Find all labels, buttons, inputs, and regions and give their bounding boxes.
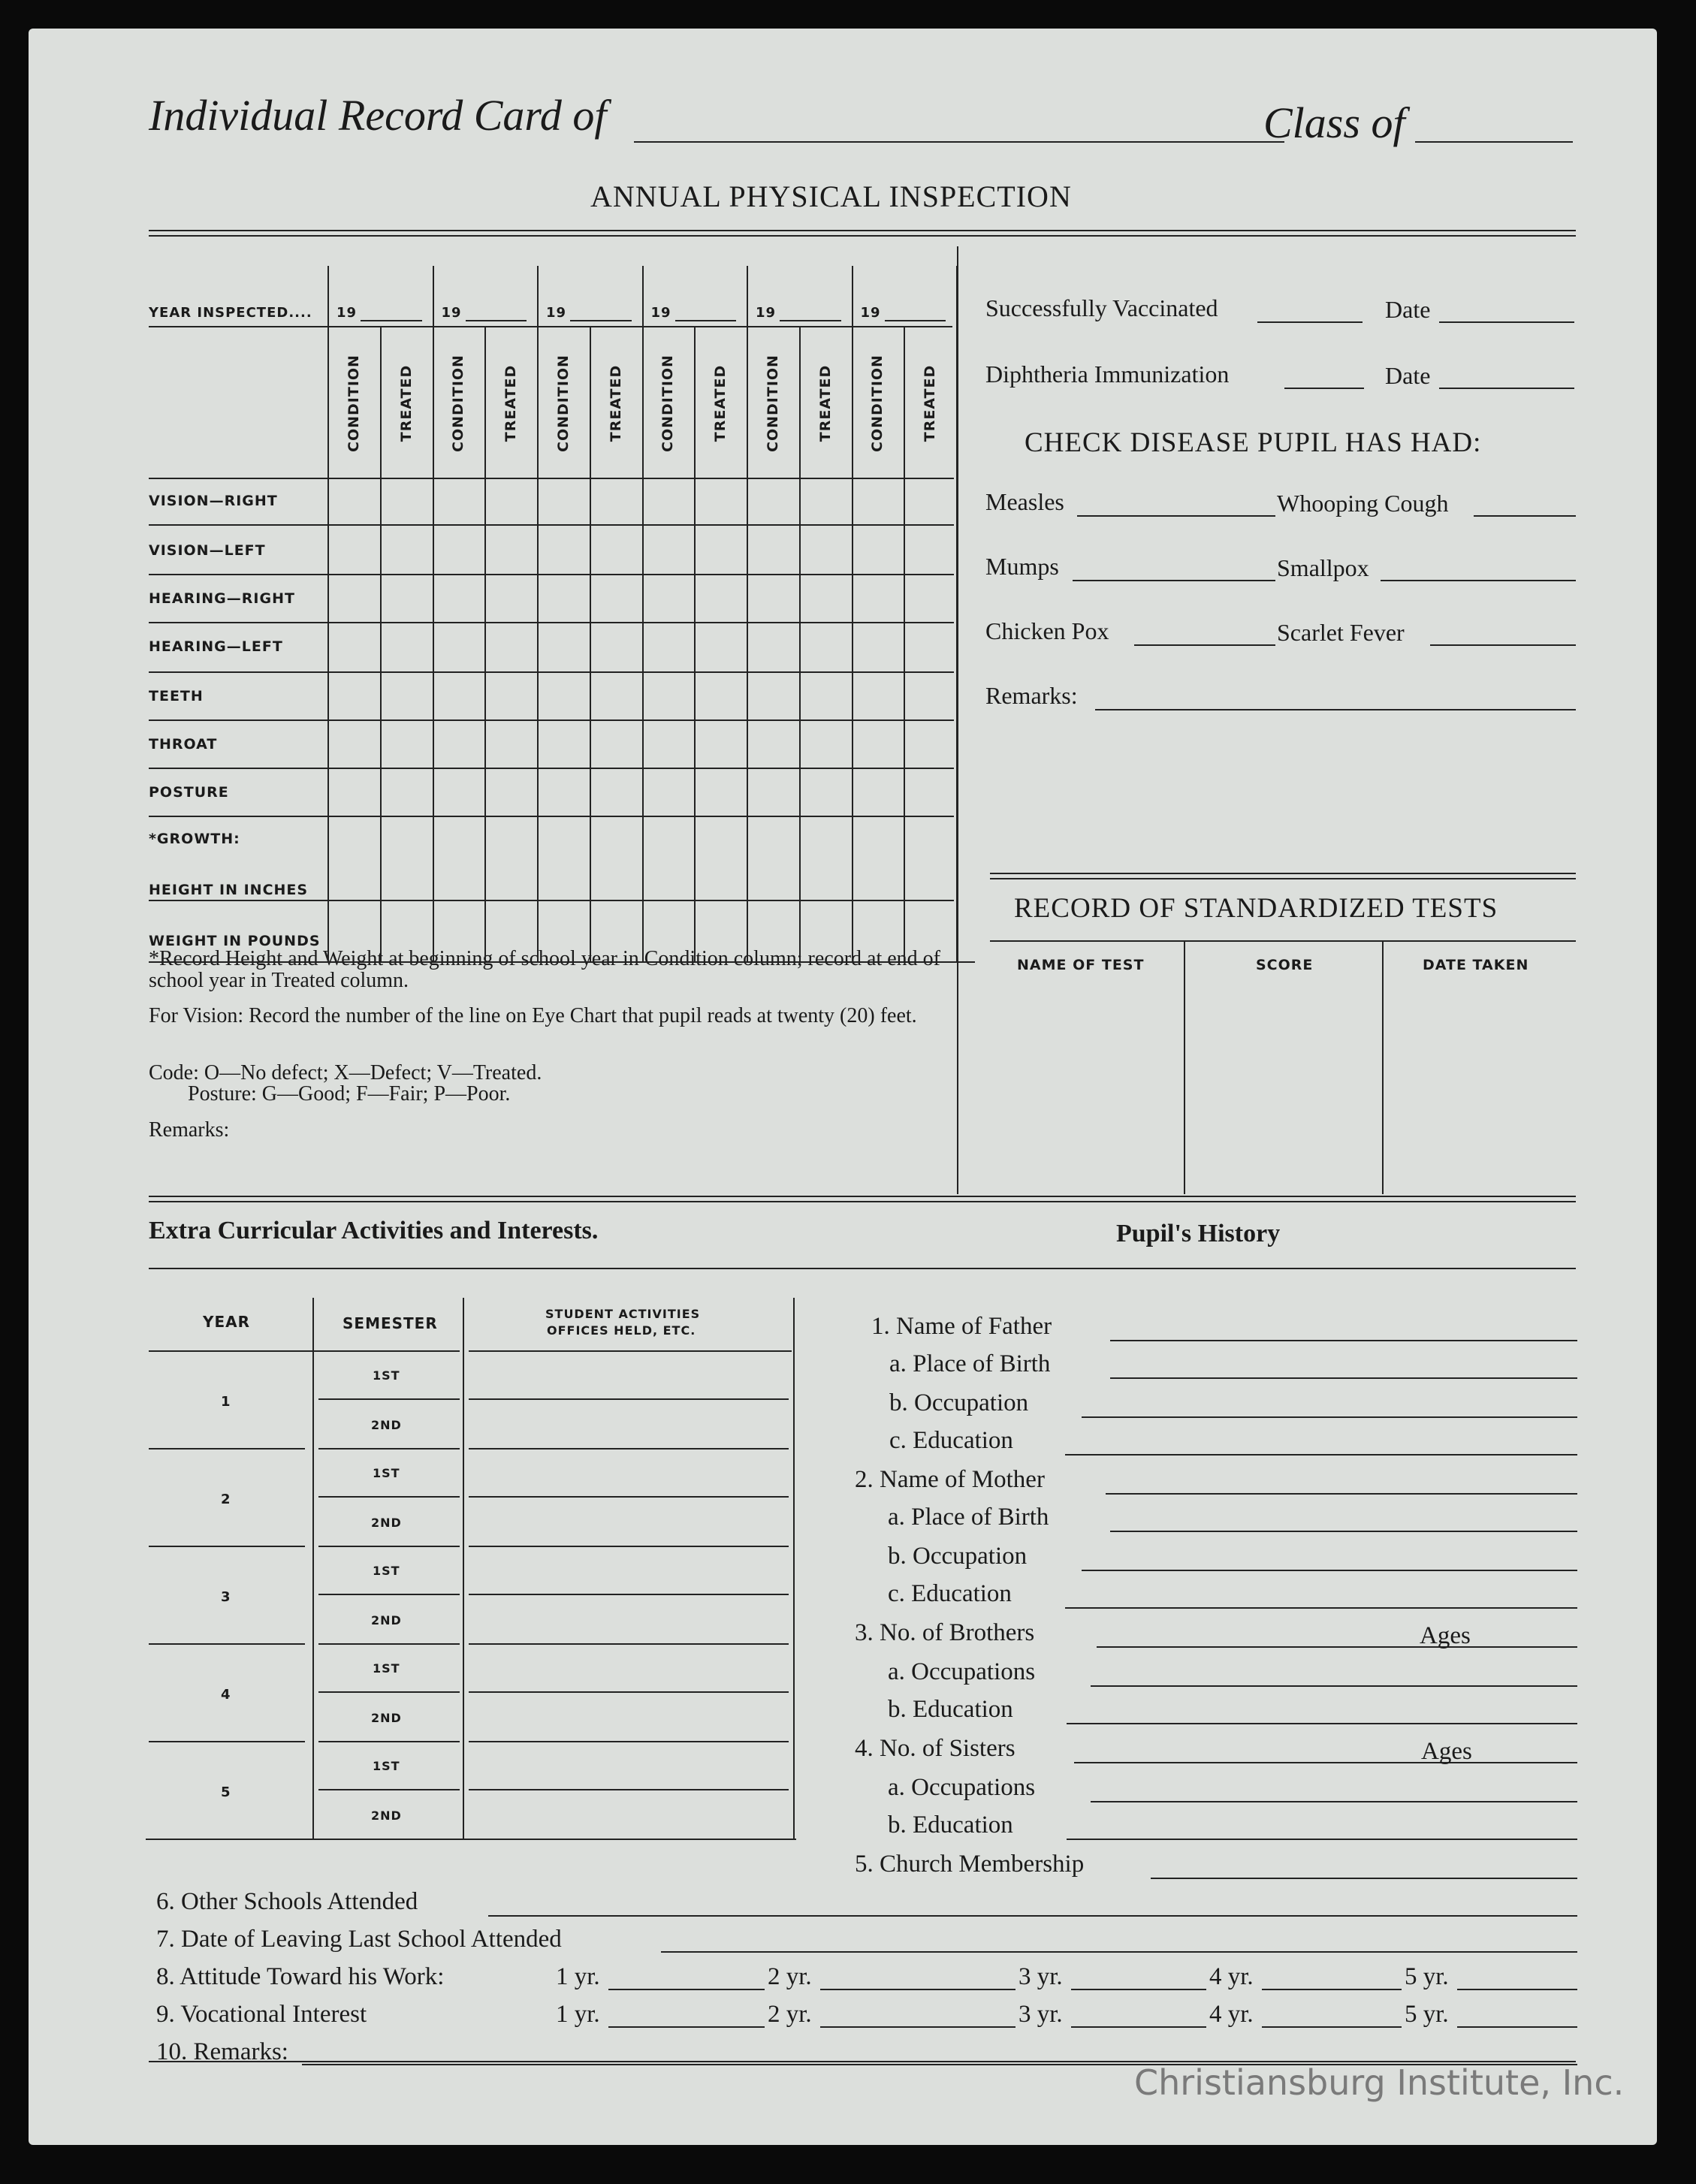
- history-field-10: a. Occupations: [888, 1658, 1036, 1685]
- act-col-divider-1: [312, 1298, 314, 1839]
- inspection-row-label: HEIGHT IN INCHES: [149, 882, 309, 898]
- semester-col-header: SEMESTER: [343, 1314, 438, 1332]
- year-rule: [149, 1546, 305, 1547]
- header-rule: [149, 230, 1576, 237]
- activity-year-label: 5: [221, 1784, 231, 1800]
- activity-year-label: 4: [221, 1687, 231, 1703]
- bottom-remarks-label: 10. Remarks:: [156, 2038, 288, 2065]
- scarlet-line: [1430, 644, 1576, 646]
- semester-2nd-label: 2ND: [371, 1808, 402, 1823]
- year-row-rule: [149, 326, 952, 327]
- year-col-divider: [433, 266, 434, 961]
- sub-col-divider: [694, 326, 696, 961]
- attitude-year-1: 1 yr.: [556, 1963, 600, 1990]
- tests-top-rule: [990, 873, 1576, 879]
- history-field-line: [1091, 1801, 1577, 1802]
- attitude-label: 8. Attitude Toward his Work:: [156, 1963, 445, 1990]
- year-col-divider: [956, 266, 958, 961]
- whooping-line: [1474, 515, 1576, 517]
- vision-note: For Vision: Record the number of the line on Eye Chart that pupil reads at twenty (20) feet.: [149, 1004, 917, 1027]
- inspection-row-label: WEIGHT IN POUNDS: [149, 933, 321, 949]
- row-rule: [149, 900, 954, 901]
- row-rule: [149, 524, 954, 526]
- score-header: SCORE: [1256, 957, 1314, 973]
- activity-line: [469, 1643, 789, 1645]
- semester-rule: [318, 1741, 460, 1742]
- whooping-cough-label: Whooping Cough: [1277, 490, 1449, 517]
- year-rule: [149, 1643, 305, 1645]
- act-header-rule: [318, 1350, 460, 1352]
- year-blank-line: [1262, 1989, 1402, 1990]
- student-activities-header: STUDENT ACTIVITIES: [545, 1307, 701, 1321]
- year-blank-line: [1262, 2026, 1402, 2028]
- history-field-line: [1110, 1531, 1577, 1532]
- year-prefix: 19: [336, 305, 358, 321]
- diphtheria-label: Diphtheria Immunization: [985, 360, 1230, 388]
- semester-1st-label: 1ST: [373, 1466, 400, 1480]
- year-col-divider: [747, 266, 748, 961]
- year-col-divider: [327, 266, 329, 961]
- tests-col-divider-1: [1184, 942, 1185, 1194]
- year-prefix: 19: [650, 305, 671, 321]
- history-field-line: [1067, 1839, 1577, 1840]
- code-note: Code: O—No defect; X—Defect; V—Treated.: [149, 1061, 542, 1084]
- sub-col-divider: [590, 326, 591, 961]
- row-rule: [149, 574, 954, 575]
- inspection-remarks: Remarks:: [149, 1118, 230, 1142]
- pupils-history-heading: Pupil's History: [1116, 1220, 1281, 1247]
- semester-1st-label: 1ST: [373, 1759, 400, 1773]
- row-rule: [149, 768, 954, 769]
- history-field-3: b. Occupation: [889, 1389, 1029, 1416]
- semester-rule: [318, 1643, 460, 1645]
- inspection-row-label: POSTURE: [149, 784, 229, 801]
- condition-col-header: CONDITION: [450, 354, 467, 452]
- history-field-1: 1. Name of Father: [871, 1313, 1052, 1340]
- year-blank-line: [1457, 1989, 1577, 1990]
- brothers-ages-label: Ages: [1420, 1622, 1471, 1649]
- activity-line: [469, 1741, 789, 1742]
- history-field-line: [1091, 1685, 1577, 1687]
- history-field-5: 2. Name of Mother: [855, 1466, 1045, 1493]
- year-rule: [149, 1741, 305, 1742]
- diphtheria-date-label: Date: [1385, 362, 1431, 389]
- mid-rule: [149, 1196, 1576, 1202]
- history-field-2: a. Place of Birth: [889, 1350, 1051, 1377]
- row-rule: [149, 719, 954, 721]
- activity-line: [469, 1789, 789, 1790]
- inspection-row-label: TEETH: [149, 688, 204, 704]
- activities-top-rule: [149, 1268, 1576, 1269]
- semester-split-rule: [318, 1594, 460, 1595]
- vocational-year-1: 1 yr.: [556, 2001, 600, 2028]
- history-field-line: [1110, 1340, 1577, 1341]
- mumps-line: [1073, 580, 1275, 581]
- semester-split-rule: [318, 1789, 460, 1790]
- history-field-7: b. Occupation: [888, 1543, 1028, 1570]
- history-field-line: [1151, 1878, 1577, 1879]
- date-leaving-label: 7. Date of Leaving Last School Attended: [156, 1926, 562, 1953]
- date-leaving-line: [661, 1951, 1577, 1953]
- year-col-divider: [537, 266, 539, 961]
- semester-rule: [318, 1546, 460, 1547]
- history-field-9: 3. No. of Brothers: [855, 1619, 1035, 1646]
- year-col-divider: [642, 266, 644, 961]
- name-of-test-header: NAME OF TEST: [1017, 957, 1145, 973]
- header-bottom-rule: [149, 478, 954, 479]
- vocational-label: 9. Vocational Interest: [156, 2001, 367, 2028]
- measles-line: [1077, 515, 1275, 517]
- tests-col-divider-2: [1382, 942, 1384, 1194]
- year-blank-line: [675, 320, 737, 321]
- activity-line: [469, 1448, 789, 1449]
- history-field-line: [1082, 1416, 1577, 1418]
- history-field-line: [1110, 1377, 1577, 1379]
- semester-2nd-label: 2ND: [371, 1516, 402, 1530]
- semester-split-rule: [318, 1398, 460, 1400]
- attitude-year-3: 3 yr.: [1019, 1963, 1063, 1990]
- other-schools-line: [488, 1915, 1577, 1917]
- treated-col-header: TREATED: [922, 364, 939, 442]
- history-field-line: [1065, 1454, 1577, 1455]
- act-header-rule: [149, 1350, 335, 1352]
- health-remarks-label: Remarks:: [985, 682, 1078, 709]
- check-disease-heading: CHECK DISEASE PUPIL HAS HAD:: [1025, 427, 1482, 458]
- sub-col-divider: [380, 326, 382, 961]
- scarlet-fever-label: Scarlet Fever: [1277, 619, 1405, 646]
- measles-label: Measles: [985, 488, 1064, 515]
- chicken-pox-label: Chicken Pox: [985, 617, 1109, 644]
- vocational-year-3: 3 yr.: [1019, 2001, 1063, 2028]
- history-field-11: b. Education: [888, 1696, 1013, 1723]
- bottom-remarks-line: [302, 2064, 1577, 2065]
- sisters-ages-label: Ages: [1421, 1738, 1472, 1765]
- semester-1st-label: 1ST: [373, 1661, 400, 1676]
- inspection-row-label: THROAT: [149, 736, 218, 753]
- treated-col-header: TREATED: [712, 364, 729, 442]
- activity-line: [469, 1594, 789, 1595]
- activity-line: [469, 1691, 789, 1693]
- tests-heading: RECORD OF STANDARDIZED TESTS: [1014, 893, 1498, 924]
- activity-year-label: 1: [221, 1394, 231, 1410]
- history-field-15: 5. Church Membership: [855, 1851, 1085, 1878]
- attitude-year-4: 4 yr.: [1209, 1963, 1254, 1990]
- history-field-line: [1067, 1723, 1577, 1724]
- inspection-row-label: HEARING—LEFT: [149, 638, 283, 655]
- vocational-year-5: 5 yr.: [1405, 2001, 1449, 2028]
- history-field-8: c. Education: [888, 1580, 1012, 1607]
- history-field-6: a. Place of Birth: [888, 1504, 1049, 1531]
- inspection-row-label: VISION—LEFT: [149, 542, 266, 559]
- year-blank-line: [885, 320, 946, 321]
- row-rule: [149, 961, 975, 963]
- condition-col-header: CONDITION: [764, 354, 781, 452]
- year-blank-line: [608, 2026, 765, 2028]
- row-rule: [149, 816, 954, 817]
- semester-split-rule: [318, 1691, 460, 1693]
- inspection-row-label: HEARING—RIGHT: [149, 590, 295, 607]
- year-rule: [149, 1448, 305, 1449]
- vocational-year-2: 2 yr.: [768, 2001, 812, 2028]
- year-col-divider: [852, 266, 853, 961]
- act-header-rule: [469, 1350, 792, 1352]
- history-field-line: [1082, 1570, 1577, 1571]
- treated-col-header: TREATED: [397, 364, 415, 442]
- year-prefix: 19: [756, 305, 777, 321]
- year-blank-line: [820, 2026, 1015, 2028]
- year-blank-line: [1071, 1989, 1206, 1990]
- smallpox-label: Smallpox: [1277, 554, 1369, 581]
- smallpox-line: [1381, 580, 1576, 581]
- year-blank-line: [608, 1989, 765, 1990]
- growth-note: *Record Height and Weight at beginning of school year in Condition column; record at end of school year in Treated column.: [149, 947, 940, 992]
- sub-col-divider: [904, 326, 905, 961]
- sub-col-divider: [484, 326, 486, 961]
- year-prefix: 19: [546, 305, 567, 321]
- activity-line: [469, 1546, 789, 1547]
- offices-held-header: OFFICES HELD, ETC.: [547, 1323, 696, 1338]
- treated-col-header: TREATED: [607, 364, 624, 442]
- history-field-line: [1097, 1646, 1577, 1648]
- condition-col-header: CONDITION: [659, 354, 677, 452]
- history-field-line: [1106, 1493, 1577, 1495]
- other-schools-label: 6. Other Schools Attended: [156, 1888, 418, 1915]
- activity-line: [469, 1398, 789, 1400]
- watermark: Christiansburg Institute, Inc.: [1134, 2062, 1625, 2103]
- vaccinated-date-line: [1439, 321, 1574, 323]
- card-title: Individual Record Card of: [149, 91, 607, 140]
- activities-heading: Extra Curricular Activities and Interests.: [149, 1217, 599, 1244]
- diphtheria-date-line: [1439, 388, 1574, 389]
- year-prefix: 19: [860, 305, 881, 321]
- semester-2nd-label: 2ND: [371, 1613, 402, 1627]
- history-field-13: a. Occupations: [888, 1774, 1036, 1801]
- posture-code-note: Posture: G—Good; F—Fair; P—Poor.: [188, 1082, 511, 1106]
- class-line: [1415, 141, 1573, 143]
- history-field-line: [1074, 1762, 1577, 1763]
- attitude-year-5: 5 yr.: [1405, 1963, 1449, 1990]
- vaccinated-date-label: Date: [1385, 296, 1431, 323]
- year-prefix: 19: [441, 305, 462, 321]
- tests-header-rule: [990, 940, 1576, 942]
- year-blank-line: [1071, 2026, 1206, 2028]
- year-blank-line: [820, 1989, 1015, 1990]
- chicken-pox-line: [1134, 644, 1275, 646]
- diphtheria-line: [1284, 388, 1364, 389]
- activity-line: [469, 1496, 789, 1498]
- act-bottom-rule: [146, 1839, 796, 1840]
- act-col-divider-3: [793, 1298, 795, 1839]
- date-taken-header: DATE TAKEN: [1423, 957, 1529, 973]
- activity-year-label: 3: [221, 1589, 231, 1605]
- inspection-row-label: VISION—RIGHT: [149, 493, 278, 509]
- treated-col-header: TREATED: [816, 364, 834, 442]
- year-blank-line: [570, 320, 632, 321]
- history-field-12: 4. No. of Sisters: [855, 1735, 1015, 1762]
- vaccinated-label: Successfully Vaccinated: [985, 294, 1218, 321]
- semester-2nd-label: 2ND: [371, 1418, 402, 1432]
- semester-1st-label: 1ST: [373, 1368, 400, 1383]
- year-blank-line: [466, 320, 527, 321]
- semester-rule: [318, 1448, 460, 1449]
- record-card: [29, 29, 1657, 2145]
- act-col-divider-2: [463, 1298, 464, 1839]
- year-inspected-label: YEAR INSPECTED....: [149, 305, 312, 321]
- history-field-14: b. Education: [888, 1811, 1013, 1839]
- sub-col-divider: [799, 326, 801, 961]
- history-field-line: [1065, 1607, 1577, 1609]
- semester-split-rule: [318, 1496, 460, 1498]
- condition-col-header: CONDITION: [869, 354, 886, 452]
- history-field-4: c. Education: [889, 1427, 1013, 1454]
- vaccinated-line: [1257, 321, 1363, 323]
- mumps-label: Mumps: [985, 553, 1059, 580]
- year-blank-line: [361, 320, 422, 321]
- condition-col-header: CONDITION: [554, 354, 572, 452]
- activity-year-label: 2: [221, 1492, 231, 1507]
- health-remarks-line: [1095, 709, 1576, 710]
- inspection-row-label: *GROWTH:: [149, 831, 240, 847]
- year-col-header: YEAR: [203, 1313, 251, 1331]
- year-blank-line: [1457, 2026, 1577, 2028]
- row-rule: [149, 622, 954, 623]
- class-of-label: Class of: [1263, 98, 1405, 147]
- semester-2nd-label: 2ND: [371, 1711, 402, 1725]
- name-line: [634, 141, 1284, 143]
- treated-col-header: TREATED: [502, 364, 520, 442]
- annual-inspection-title: ANNUAL PHYSICAL INSPECTION: [590, 179, 1072, 213]
- attitude-year-2: 2 yr.: [768, 1963, 812, 1990]
- semester-1st-label: 1ST: [373, 1564, 400, 1578]
- condition-col-header: CONDITION: [345, 354, 362, 452]
- vocational-year-4: 4 yr.: [1209, 2001, 1254, 2028]
- row-rule: [149, 671, 954, 673]
- year-blank-line: [780, 320, 841, 321]
